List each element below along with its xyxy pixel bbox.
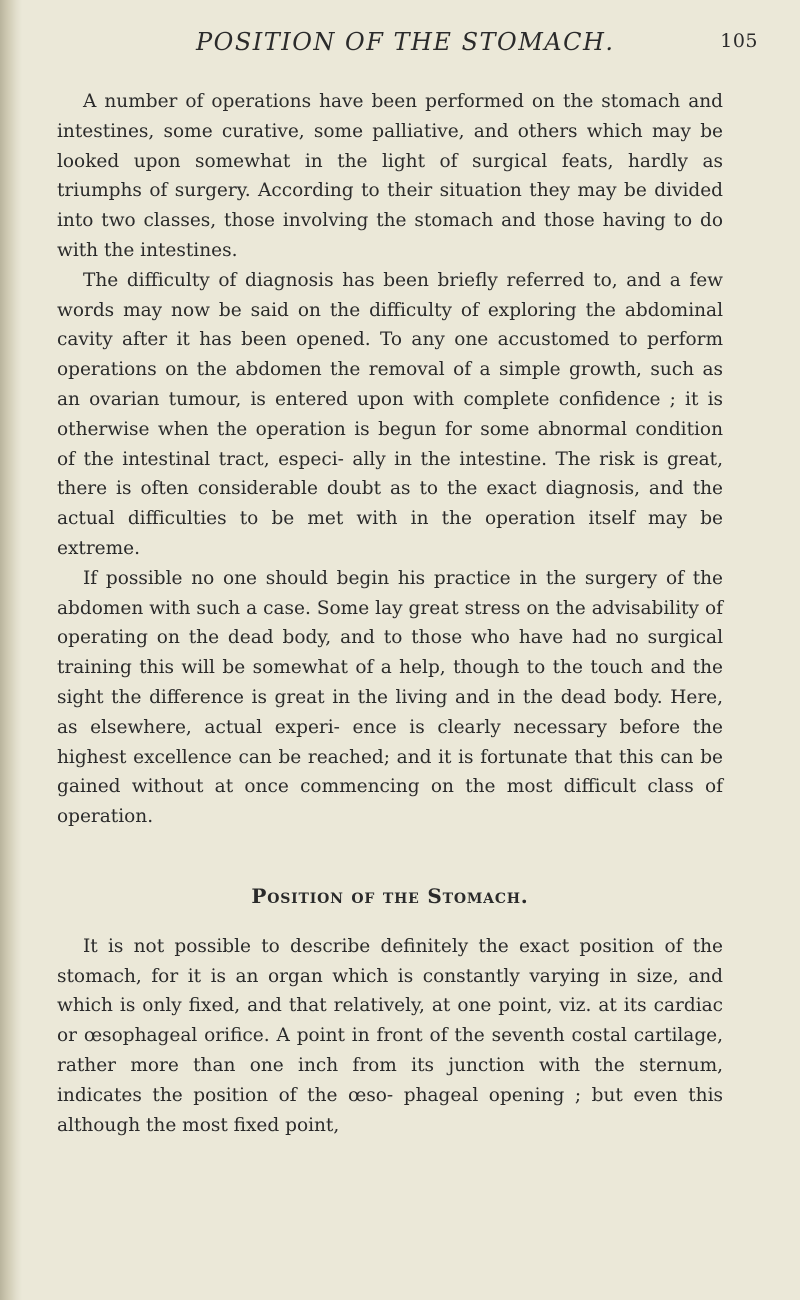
paragraph: The difficulty of diagnosis has been briefly referred to, and a few words may now be said on the difficulty of exploring the abdominal cavity after it has been opened. To any one accustomed to perform operations on the abdomen the removal of a simple growth, such as an ovarian tumour, is entered upon with complete confidence ; it is otherwise when the operation is begun for some abnormal condition of the intestinal tract, especi- ally in the intestine. The risk is great, there is often considerable doubt as to the exact diagnosis, and the actual difficulties to be met with in the operation itself may be extreme.	[57, 269, 723, 559]
paragraph: If possible no one should begin his practice in the surgery of the abdomen with such a case. Some lay great stress on the advisability of operating on the dead body, and to those who have had no surgical training this will be somewhat of a help, though to the touch and the sight the difference is great in the living and in the dead body. Here, as elsewhere, actual experi- ence is clearly necessary before the highest excellence can be reached; and it is fortunate that this can be gained without at once commencing on the most difficult class of operation.	[57, 567, 723, 828]
paragraph: A number of operations have been performed on the stomach and intestines, some curative, some palliative, and others which may be looked upon somewhat in the light of surgical feats, hardly as triumphs of surgery. According to their situation they may be divided into two classes, those involving the stomach and those having to do with the intestines.	[57, 91, 723, 261]
page-number: 105	[720, 30, 758, 52]
running-head	[60, 28, 760, 64]
section-heading: Position of the Stomach.	[251, 883, 529, 908]
running-head-title: POSITION OF THE STOMACH.	[196, 28, 615, 56]
paragraph: It is not possible to describe definitely the exact position of the stomach, for it is an organ which is constantly varying in size, and which is only fixed, and that relatively, at one point, viz. at its cardiac or œsophageal orifice. A point in front of the seventh costal cartilage, rather more than one inch from its junction with the sternum, indicates the position of the œso- phageal opening ; but even this although the most fixed point,	[57, 935, 723, 1136]
page-gutter-shadow	[0, 0, 22, 1300]
body-text	[57, 87, 723, 1140]
